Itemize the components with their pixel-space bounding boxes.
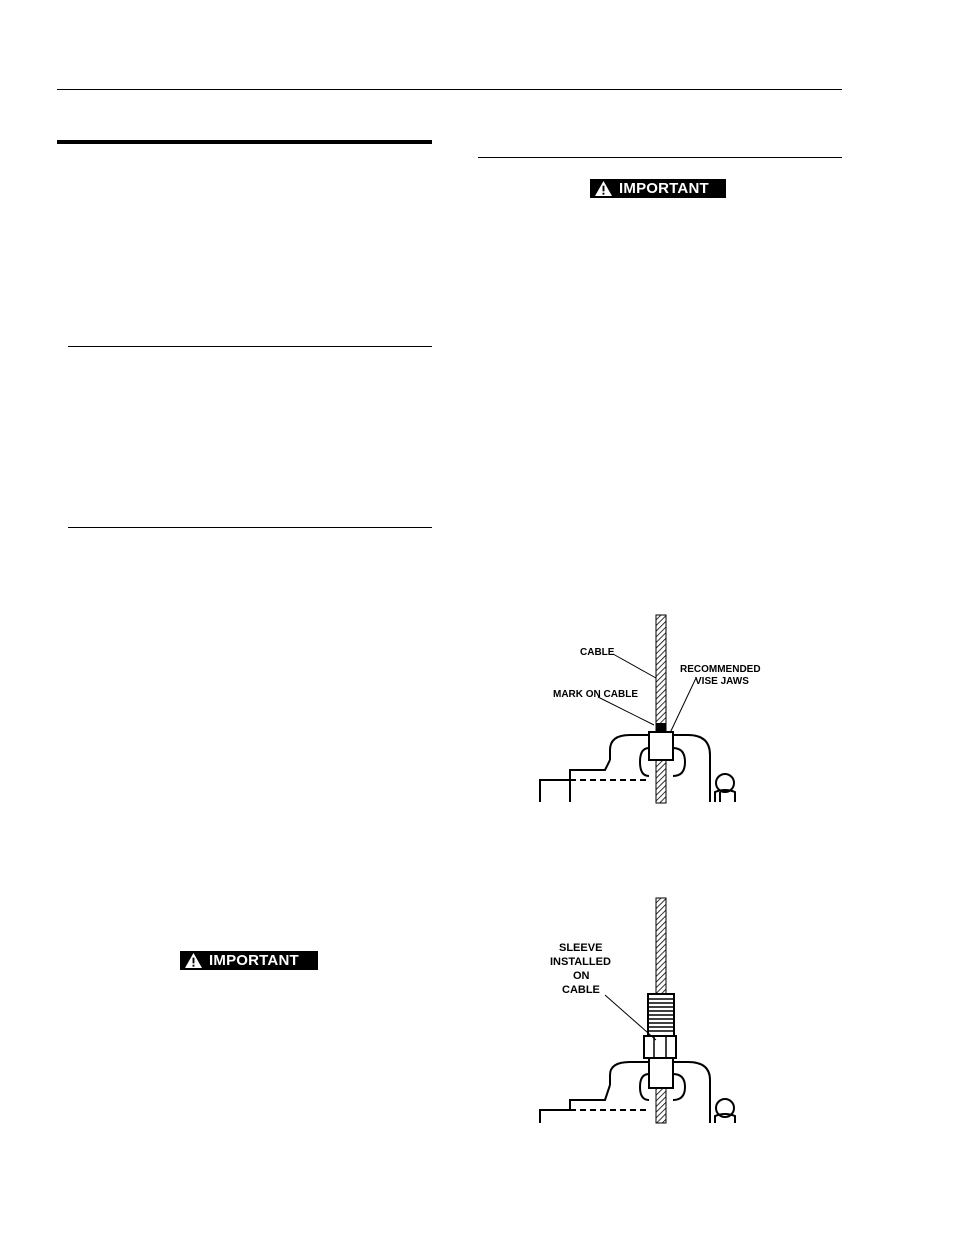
label-cable: CABLE [562, 984, 600, 996]
label-mark-on-cable: MARK ON CABLE [553, 689, 638, 700]
warning-triangle-icon [184, 952, 203, 969]
cable-mark [656, 723, 666, 731]
right-section-rule [478, 157, 842, 158]
left-subsection-rule-1 [68, 346, 432, 347]
vise-jaws [649, 1058, 673, 1088]
threaded-sleeve [648, 994, 674, 1036]
warning-triangle-icon [594, 180, 613, 197]
label-on: ON [573, 970, 590, 982]
label-sleeve: SLEEVE [559, 942, 603, 954]
label-cable: CABLE [580, 647, 615, 658]
important-notice-right [590, 179, 726, 198]
label-vise-jaws: VISE JAWS [695, 676, 749, 687]
figure-cable-in-vise [510, 590, 810, 830]
cable [656, 615, 666, 803]
vise-jaws [649, 732, 673, 760]
label-installed: INSTALLED [550, 956, 611, 968]
left-section-heading-rule [57, 140, 432, 144]
figure-sleeve-installed [510, 890, 810, 1130]
label-recommended: RECOMMENDED [680, 664, 761, 675]
important-label: IMPORTANT [209, 952, 299, 969]
hex-nut [644, 1036, 676, 1058]
left-subsection-rule-2 [68, 527, 432, 528]
page-header-rule [57, 89, 842, 90]
important-notice-left [180, 951, 318, 970]
important-label: IMPORTANT [619, 180, 709, 197]
